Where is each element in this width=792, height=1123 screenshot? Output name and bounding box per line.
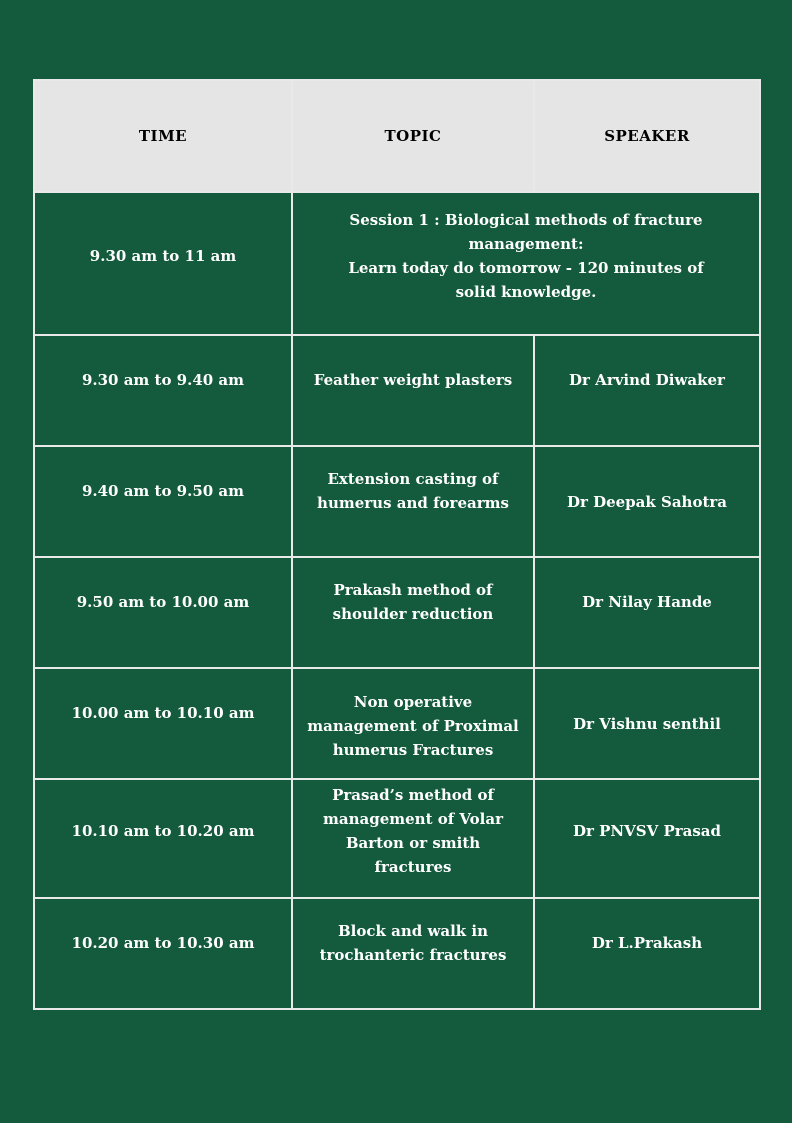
session-title-line1: Session 1 : Biological methods of fracture management: [349, 210, 703, 253]
topic-cell [292, 446, 534, 557]
topic-text: Prakash method of shoulder reduction [332, 580, 494, 623]
speaker-cell [534, 779, 760, 898]
topic-text: Feather weight plasters [313, 370, 513, 389]
session-title-line2: Learn today do tomorrow - 120 minutes of solid knowledge. [348, 258, 704, 301]
time-text: 9.40 am to 9.50 am [81, 481, 245, 500]
time-text: 9.30 am to 9.40 am [81, 370, 245, 389]
schedule-table [33, 79, 761, 1010]
session-time: 9.30 am to 11 am [89, 246, 237, 265]
time-cell [34, 335, 292, 446]
time-text: 10.10 am to 10.20 am [71, 821, 255, 840]
topic-cell [292, 335, 534, 446]
speaker-text: Dr PNVSV Prasad [572, 821, 721, 840]
time-text: 10.20 am to 10.30 am [71, 933, 255, 952]
table-row [34, 557, 760, 668]
topic-text: Extension casting of humerus and forearms [317, 469, 509, 512]
session-title [333, 208, 719, 304]
time-text: 10.00 am to 10.10 am [71, 703, 255, 722]
topic-text: Non operative management of Proximal humerus Fractures [307, 692, 519, 759]
topic-cell [292, 557, 534, 668]
topic-column-header: TOPIC [292, 80, 534, 192]
time-cell [34, 668, 292, 779]
time-text: 9.50 am to 10.00 am [76, 592, 250, 611]
table-row [34, 446, 760, 557]
topic-text: Block and walk in trochanteric fractures [319, 921, 507, 964]
speaker-text: Dr Nilay Hande [582, 592, 712, 611]
time-cell [34, 446, 292, 557]
time-cell [34, 779, 292, 898]
speaker-cell [534, 898, 760, 1009]
topic-cell [292, 898, 534, 1009]
speaker-text: Dr Arvind Diwaker [569, 370, 725, 389]
table-row [34, 335, 760, 446]
speaker-column-header: SPEAKER [534, 80, 760, 192]
session-time-cell [34, 192, 292, 335]
speaker-text: Dr Vishnu senthil [573, 714, 721, 733]
speaker-cell [534, 335, 760, 446]
topic-cell [292, 668, 534, 779]
topic-text: Prasad’s method of management of Volar Barton or smith fractures [323, 785, 503, 876]
speaker-cell [534, 446, 760, 557]
table-header-row [34, 80, 760, 192]
table-row [34, 668, 760, 779]
time-column-header: TIME [34, 80, 292, 192]
speaker-text: Dr Deepak Sahotra [566, 492, 728, 511]
session-row [34, 192, 760, 335]
table-row [34, 898, 760, 1009]
speaker-cell [534, 668, 760, 779]
speaker-text: Dr L.Prakash [591, 933, 703, 952]
speaker-cell [534, 557, 760, 668]
time-cell [34, 557, 292, 668]
time-cell [34, 898, 292, 1009]
table-row [34, 779, 760, 898]
topic-cell [292, 779, 534, 898]
session-title-cell [292, 192, 760, 335]
